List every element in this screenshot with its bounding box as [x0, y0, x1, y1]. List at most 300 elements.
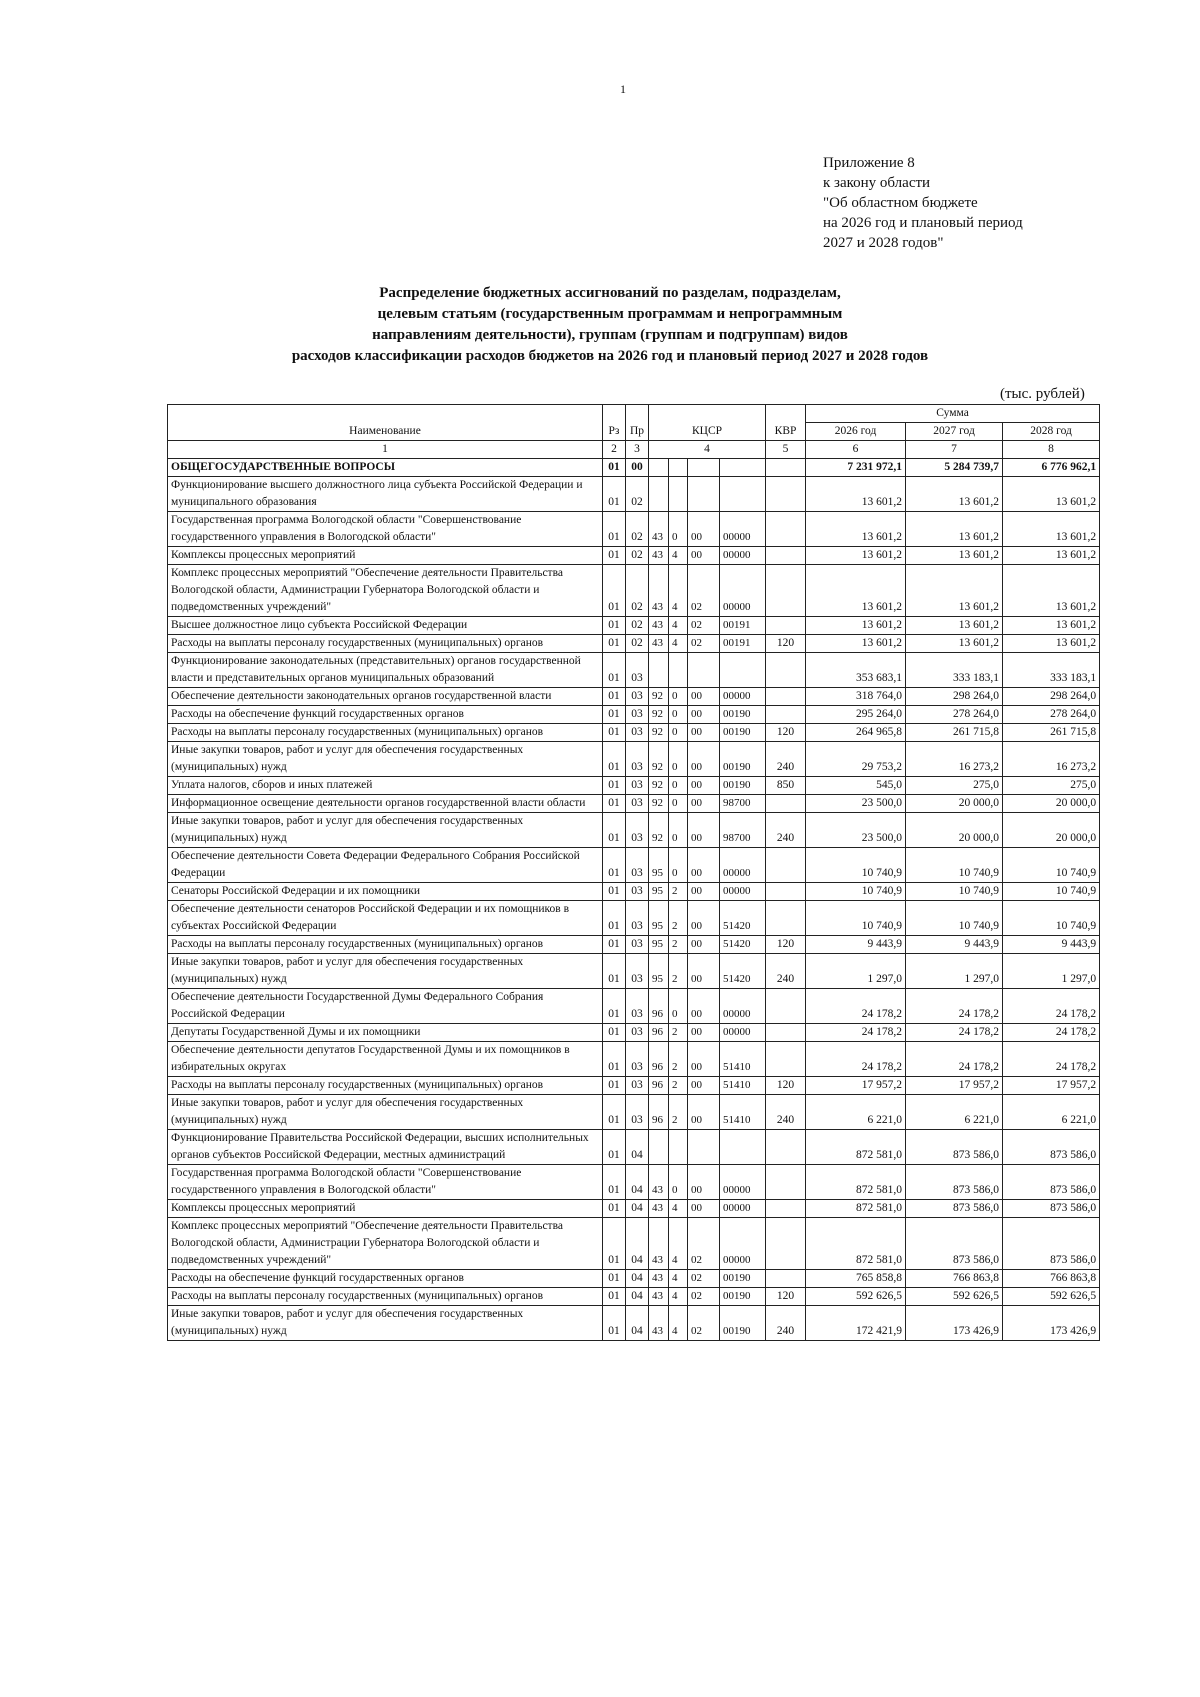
cell-sum-2026: 545,0 — [806, 777, 906, 795]
cell-kcsr-program — [649, 1130, 669, 1165]
table-row — [168, 617, 1100, 635]
cell-kvr: 240 — [766, 813, 806, 848]
header-pr: Пр — [626, 405, 649, 441]
cell-kcsr-subprogram: 02 — [688, 617, 720, 635]
cell-sum-2027: 20 000,0 — [906, 795, 1003, 813]
column-numbers-row — [168, 441, 1100, 459]
cell-kcsr-subprogram: 00 — [688, 688, 720, 706]
cell-sum-2028: 261 715,8 — [1003, 724, 1100, 742]
appendix-line: Приложение 8 — [823, 155, 915, 171]
cell-kcsr-type: 0 — [669, 742, 688, 777]
cell-kcsr-type: 2 — [669, 954, 688, 989]
cell-kcsr-subprogram: 00 — [688, 1024, 720, 1042]
cell-sum-2028: 13 601,2 — [1003, 565, 1100, 617]
cell-name: Сенаторы Российской Федерации и их помощники — [168, 883, 603, 901]
cell-kvr — [766, 547, 806, 565]
header-2028: 2028 год — [1003, 423, 1100, 441]
cell-rz: 01 — [603, 1306, 626, 1341]
cell-kcsr-type: 4 — [669, 635, 688, 653]
cell-kcsr-direction: 00000 — [720, 512, 766, 547]
column-number: 5 — [766, 441, 806, 459]
cell-name: Обеспечение деятельности сенаторов Российской Федерации и их помощников в субъектах Российской Федерации — [168, 901, 603, 936]
cell-kcsr-subprogram: 00 — [688, 724, 720, 742]
appendix-block — [823, 153, 1023, 253]
cell-sum-2028: 20 000,0 — [1003, 795, 1100, 813]
cell-pr: 02 — [626, 565, 649, 617]
cell-sum-2028: 13 601,2 — [1003, 617, 1100, 635]
cell-sum-2027: 333 183,1 — [906, 653, 1003, 688]
cell-sum-2028: 16 273,2 — [1003, 742, 1100, 777]
cell-kcsr-type — [669, 459, 688, 477]
cell-name: Функционирование Правительства Российской Федерации, высших исполнительных органов субъектов Российской Федерации, местных администраций — [168, 1130, 603, 1165]
cell-kcsr-program: 96 — [649, 1042, 669, 1077]
cell-pr: 02 — [626, 547, 649, 565]
cell-sum-2026: 872 581,0 — [806, 1130, 906, 1165]
cell-kcsr-subprogram — [688, 653, 720, 688]
header-kcsr: КЦСР — [649, 405, 766, 441]
title-line: Распределение бюджетных ассигнований по разделам, подразделам, — [379, 285, 841, 301]
appendix-line: на 2026 год и плановый период — [823, 215, 1023, 231]
cell-kvr — [766, 565, 806, 617]
cell-name: Депутаты Государственной Думы и их помощники — [168, 1024, 603, 1042]
cell-kvr — [766, 1200, 806, 1218]
cell-rz: 01 — [603, 1077, 626, 1095]
cell-sum-2028: 13 601,2 — [1003, 547, 1100, 565]
cell-sum-2028: 1 297,0 — [1003, 954, 1100, 989]
cell-pr: 03 — [626, 706, 649, 724]
cell-sum-2028: 873 586,0 — [1003, 1200, 1100, 1218]
cell-kcsr-program: 43 — [649, 1270, 669, 1288]
cell-kcsr-program: 95 — [649, 954, 669, 989]
cell-kcsr-direction — [720, 477, 766, 512]
cell-kcsr-subprogram: 02 — [688, 565, 720, 617]
cell-kcsr-direction: 51410 — [720, 1042, 766, 1077]
cell-name: Функционирование высшего должностного лица субъекта Российской Федерации и муниципального образования — [168, 477, 603, 512]
table-row — [168, 512, 1100, 547]
units-label: (тыс. рублей) — [1000, 386, 1085, 402]
table-row — [168, 1130, 1100, 1165]
cell-kcsr-program: 43 — [649, 1165, 669, 1200]
column-number: 1 — [168, 441, 603, 459]
column-number: 3 — [626, 441, 649, 459]
cell-sum-2027: 13 601,2 — [906, 512, 1003, 547]
cell-kcsr-program: 43 — [649, 512, 669, 547]
cell-name: Высшее должностное лицо субъекта Российской Федерации — [168, 617, 603, 635]
cell-kcsr-subprogram: 00 — [688, 777, 720, 795]
budget-table — [167, 404, 1100, 1341]
cell-kvr — [766, 989, 806, 1024]
cell-kcsr-type — [669, 1130, 688, 1165]
cell-name: Уплата налогов, сборов и иных платежей — [168, 777, 603, 795]
cell-kcsr-program: 92 — [649, 777, 669, 795]
table-row — [168, 1095, 1100, 1130]
cell-kvr: 120 — [766, 635, 806, 653]
cell-kcsr-program: 92 — [649, 795, 669, 813]
cell-rz: 01 — [603, 1024, 626, 1042]
cell-sum-2028: 9 443,9 — [1003, 936, 1100, 954]
title-line: расходов классификации расходов бюджетов на 2026 год и плановый период 2027 и 2028 годов — [291, 348, 929, 364]
cell-pr: 03 — [626, 1077, 649, 1095]
cell-sum-2026: 318 764,0 — [806, 688, 906, 706]
cell-kcsr-subprogram: 00 — [688, 547, 720, 565]
cell-kcsr-subprogram: 00 — [688, 901, 720, 936]
cell-sum-2027: 1 297,0 — [906, 954, 1003, 989]
cell-kcsr-type: 2 — [669, 936, 688, 954]
column-number: 4 — [649, 441, 766, 459]
cell-kcsr-direction: 00000 — [720, 989, 766, 1024]
cell-sum-2028: 873 586,0 — [1003, 1218, 1100, 1270]
cell-kcsr-subprogram: 02 — [688, 1218, 720, 1270]
cell-kcsr-program: 43 — [649, 617, 669, 635]
cell-sum-2027: 13 601,2 — [906, 565, 1003, 617]
cell-kcsr-type: 2 — [669, 883, 688, 901]
cell-pr: 03 — [626, 954, 649, 989]
column-number: 7 — [906, 441, 1003, 459]
table-row — [168, 1042, 1100, 1077]
cell-rz: 01 — [603, 565, 626, 617]
cell-sum-2027: 873 586,0 — [906, 1218, 1003, 1270]
cell-name: Иные закупки товаров, работ и услуг для обеспечения государственных (муниципальных) нужд — [168, 954, 603, 989]
cell-kcsr-type: 4 — [669, 1200, 688, 1218]
cell-kcsr-type: 0 — [669, 512, 688, 547]
cell-sum-2027: 873 586,0 — [906, 1200, 1003, 1218]
cell-pr: 04 — [626, 1200, 649, 1218]
cell-kcsr-program — [649, 459, 669, 477]
cell-kcsr-program — [649, 653, 669, 688]
cell-sum-2026: 10 740,9 — [806, 848, 906, 883]
cell-sum-2027: 24 178,2 — [906, 989, 1003, 1024]
cell-kcsr-direction: 00191 — [720, 617, 766, 635]
page-number: 1 — [620, 82, 626, 96]
cell-kcsr-type: 0 — [669, 813, 688, 848]
cell-kcsr-direction: 98700 — [720, 795, 766, 813]
cell-sum-2028: 275,0 — [1003, 777, 1100, 795]
header-2027: 2027 год — [906, 423, 1003, 441]
cell-sum-2028: 24 178,2 — [1003, 1024, 1100, 1042]
header-sum: Сумма — [806, 405, 1100, 423]
cell-kcsr-program: 92 — [649, 742, 669, 777]
cell-name: Иные закупки товаров, работ и услуг для обеспечения государственных (муниципальных) нужд — [168, 813, 603, 848]
table-row — [168, 1024, 1100, 1042]
cell-pr: 04 — [626, 1288, 649, 1306]
header-rz: Рз — [603, 405, 626, 441]
cell-pr: 03 — [626, 1024, 649, 1042]
cell-sum-2026: 13 601,2 — [806, 477, 906, 512]
cell-rz: 01 — [603, 653, 626, 688]
cell-kcsr-subprogram: 02 — [688, 1288, 720, 1306]
cell-sum-2028: 13 601,2 — [1003, 512, 1100, 547]
cell-kcsr-direction: 51420 — [720, 954, 766, 989]
table-row — [168, 795, 1100, 813]
cell-rz: 01 — [603, 795, 626, 813]
cell-rz: 01 — [603, 1200, 626, 1218]
cell-name: Функционирование законодательных (представительных) органов государственной власти и представительных органов муниципальных образований — [168, 653, 603, 688]
cell-sum-2028: 278 264,0 — [1003, 706, 1100, 724]
cell-kcsr-type: 0 — [669, 848, 688, 883]
cell-pr: 03 — [626, 777, 649, 795]
cell-pr: 03 — [626, 688, 649, 706]
cell-pr: 02 — [626, 477, 649, 512]
cell-kcsr-direction: 00000 — [720, 565, 766, 617]
cell-name: Расходы на выплаты персоналу государственных (муниципальных) органов — [168, 1288, 603, 1306]
cell-kvr — [766, 1042, 806, 1077]
cell-rz: 01 — [603, 742, 626, 777]
cell-sum-2026: 13 601,2 — [806, 547, 906, 565]
table-row — [168, 1270, 1100, 1288]
cell-kcsr-type: 4 — [669, 1306, 688, 1341]
cell-kvr — [766, 1165, 806, 1200]
cell-rz: 01 — [603, 1288, 626, 1306]
table-row — [168, 883, 1100, 901]
cell-kvr: 120 — [766, 724, 806, 742]
cell-kcsr-program: 43 — [649, 1288, 669, 1306]
cell-kcsr-direction: 51410 — [720, 1095, 766, 1130]
cell-kcsr-type: 0 — [669, 989, 688, 1024]
document-title — [180, 283, 1040, 367]
cell-sum-2028: 10 740,9 — [1003, 883, 1100, 901]
cell-pr: 04 — [626, 1270, 649, 1288]
cell-sum-2028: 20 000,0 — [1003, 813, 1100, 848]
cell-sum-2027: 873 586,0 — [906, 1165, 1003, 1200]
cell-kvr — [766, 883, 806, 901]
cell-kvr — [766, 706, 806, 724]
cell-kvr: 240 — [766, 954, 806, 989]
header-name: Наименование — [168, 405, 603, 441]
cell-kcsr-subprogram: 00 — [688, 1095, 720, 1130]
header-row — [168, 405, 1100, 423]
cell-sum-2026: 765 858,8 — [806, 1270, 906, 1288]
cell-kcsr-direction: 00191 — [720, 635, 766, 653]
cell-sum-2026: 6 221,0 — [806, 1095, 906, 1130]
cell-kcsr-subprogram: 00 — [688, 1200, 720, 1218]
table-row — [168, 724, 1100, 742]
cell-sum-2026: 24 178,2 — [806, 1042, 906, 1077]
cell-sum-2027: 13 601,2 — [906, 547, 1003, 565]
cell-kcsr-direction: 00190 — [720, 1270, 766, 1288]
appendix-line: 2027 и 2028 годов" — [823, 235, 944, 251]
cell-sum-2027: 592 626,5 — [906, 1288, 1003, 1306]
cell-kcsr-direction: 51420 — [720, 901, 766, 936]
cell-sum-2026: 7 231 972,1 — [806, 459, 906, 477]
table-row — [168, 848, 1100, 883]
cell-kcsr-direction: 00190 — [720, 777, 766, 795]
cell-kcsr-type — [669, 477, 688, 512]
cell-kcsr-subprogram: 00 — [688, 1077, 720, 1095]
appendix-line: к закону области — [823, 175, 931, 191]
cell-sum-2026: 172 421,9 — [806, 1306, 906, 1341]
cell-rz: 01 — [603, 688, 626, 706]
cell-rz: 01 — [603, 936, 626, 954]
cell-kcsr-direction: 00190 — [720, 1306, 766, 1341]
table-row — [168, 565, 1100, 617]
cell-kvr — [766, 512, 806, 547]
cell-sum-2027: 20 000,0 — [906, 813, 1003, 848]
cell-kvr — [766, 901, 806, 936]
cell-kvr — [766, 848, 806, 883]
cell-sum-2027: 9 443,9 — [906, 936, 1003, 954]
cell-kcsr-program: 96 — [649, 1024, 669, 1042]
cell-sum-2028: 17 957,2 — [1003, 1077, 1100, 1095]
cell-kcsr-type: 0 — [669, 688, 688, 706]
cell-kcsr-program — [649, 477, 669, 512]
cell-pr: 03 — [626, 1042, 649, 1077]
header-2026: 2026 год — [806, 423, 906, 441]
cell-sum-2027: 24 178,2 — [906, 1024, 1003, 1042]
cell-sum-2027: 13 601,2 — [906, 617, 1003, 635]
cell-kvr — [766, 459, 806, 477]
cell-kcsr-program: 96 — [649, 1095, 669, 1130]
cell-name: Иные закупки товаров, работ и услуг для обеспечения государственных (муниципальных) нужд — [168, 1306, 603, 1341]
cell-sum-2028: 6 221,0 — [1003, 1095, 1100, 1130]
cell-kcsr-subprogram: 02 — [688, 1270, 720, 1288]
cell-name: Государственная программа Вологодской области "Совершенствование государственного управления в Вологодской области" — [168, 1165, 603, 1200]
cell-rz: 01 — [603, 1218, 626, 1270]
cell-kcsr-type: 4 — [669, 547, 688, 565]
cell-kcsr-program: 43 — [649, 547, 669, 565]
table-row — [168, 901, 1100, 936]
cell-pr: 03 — [626, 989, 649, 1024]
table-row — [168, 1218, 1100, 1270]
cell-sum-2026: 592 626,5 — [806, 1288, 906, 1306]
cell-kcsr-subprogram: 00 — [688, 742, 720, 777]
cell-sum-2028: 10 740,9 — [1003, 848, 1100, 883]
cell-kcsr-type: 4 — [669, 617, 688, 635]
cell-kvr — [766, 477, 806, 512]
cell-kcsr-direction: 00000 — [720, 1165, 766, 1200]
cell-kcsr-type: 0 — [669, 795, 688, 813]
table-row — [168, 1165, 1100, 1200]
cell-kcsr-type — [669, 653, 688, 688]
cell-sum-2026: 872 581,0 — [806, 1200, 906, 1218]
cell-kvr — [766, 1024, 806, 1042]
cell-rz: 01 — [603, 547, 626, 565]
cell-name: Обеспечение деятельности законодательных органов государственной власти — [168, 688, 603, 706]
table-row — [168, 989, 1100, 1024]
cell-sum-2027: 298 264,0 — [906, 688, 1003, 706]
cell-kcsr-program: 95 — [649, 883, 669, 901]
cell-kcsr-program: 95 — [649, 936, 669, 954]
cell-kcsr-type: 2 — [669, 901, 688, 936]
cell-kcsr-direction: 00000 — [720, 1200, 766, 1218]
table-row — [168, 1306, 1100, 1341]
cell-sum-2028: 13 601,2 — [1003, 635, 1100, 653]
cell-rz: 01 — [603, 1130, 626, 1165]
cell-kcsr-type: 4 — [669, 1288, 688, 1306]
cell-kcsr-direction: 00190 — [720, 742, 766, 777]
cell-sum-2028: 766 863,8 — [1003, 1270, 1100, 1288]
cell-rz: 01 — [603, 724, 626, 742]
cell-kcsr-subprogram: 02 — [688, 635, 720, 653]
table-row — [168, 706, 1100, 724]
cell-kvr — [766, 1218, 806, 1270]
cell-kcsr-subprogram: 00 — [688, 883, 720, 901]
cell-sum-2027: 10 740,9 — [906, 901, 1003, 936]
cell-name: Информационное освещение деятельности органов государственной власти области — [168, 795, 603, 813]
cell-pr: 03 — [626, 813, 649, 848]
cell-kvr: 240 — [766, 1095, 806, 1130]
cell-sum-2028: 24 178,2 — [1003, 989, 1100, 1024]
cell-pr: 03 — [626, 883, 649, 901]
cell-sum-2026: 872 581,0 — [806, 1218, 906, 1270]
table-row — [168, 635, 1100, 653]
cell-sum-2027: 13 601,2 — [906, 477, 1003, 512]
cell-kcsr-direction: 00000 — [720, 547, 766, 565]
cell-kcsr-subprogram: 00 — [688, 954, 720, 989]
cell-pr: 02 — [626, 635, 649, 653]
cell-kcsr-subprogram: 00 — [688, 813, 720, 848]
cell-kcsr-type: 0 — [669, 724, 688, 742]
cell-pr: 02 — [626, 512, 649, 547]
cell-sum-2028: 873 586,0 — [1003, 1130, 1100, 1165]
cell-sum-2026: 9 443,9 — [806, 936, 906, 954]
cell-sum-2026: 10 740,9 — [806, 883, 906, 901]
cell-kcsr-program: 95 — [649, 901, 669, 936]
table-row — [168, 477, 1100, 512]
cell-sum-2027: 13 601,2 — [906, 635, 1003, 653]
cell-name: Государственная программа Вологодской области "Совершенствование государственного управления в Вологодской области" — [168, 512, 603, 547]
cell-sum-2026: 13 601,2 — [806, 512, 906, 547]
cell-rz: 01 — [603, 1165, 626, 1200]
cell-kvr: 120 — [766, 1288, 806, 1306]
cell-sum-2027: 278 264,0 — [906, 706, 1003, 724]
cell-kvr — [766, 688, 806, 706]
cell-name: Обеспечение деятельности Совета Федерации Федерального Собрания Российской Федерации — [168, 848, 603, 883]
cell-kcsr-direction: 00190 — [720, 706, 766, 724]
cell-kcsr-program: 43 — [649, 635, 669, 653]
cell-kvr: 240 — [766, 742, 806, 777]
cell-kcsr-direction: 51420 — [720, 936, 766, 954]
cell-sum-2026: 23 500,0 — [806, 795, 906, 813]
cell-name: Комплекс процессных мероприятий "Обеспечение деятельности Правительства Вологодской области, Администрации Губернатора Вологодской области и подведомственных учреждений" — [168, 565, 603, 617]
cell-sum-2026: 1 297,0 — [806, 954, 906, 989]
cell-sum-2027: 24 178,2 — [906, 1042, 1003, 1077]
cell-rz: 01 — [603, 617, 626, 635]
table-row — [168, 813, 1100, 848]
cell-kvr: 120 — [766, 936, 806, 954]
cell-sum-2027: 275,0 — [906, 777, 1003, 795]
cell-rz: 01 — [603, 706, 626, 724]
cell-pr: 03 — [626, 936, 649, 954]
cell-name: Комплексы процессных мероприятий — [168, 547, 603, 565]
cell-name: Расходы на выплаты персоналу государственных (муниципальных) органов — [168, 635, 603, 653]
cell-kcsr-subprogram: 00 — [688, 1042, 720, 1077]
cell-kcsr-subprogram: 00 — [688, 848, 720, 883]
cell-kcsr-type: 2 — [669, 1024, 688, 1042]
cell-kcsr-program: 43 — [649, 1200, 669, 1218]
cell-rz: 01 — [603, 901, 626, 936]
cell-kcsr-program: 43 — [649, 565, 669, 617]
cell-sum-2028: 10 740,9 — [1003, 901, 1100, 936]
cell-name: ОБЩЕГОСУДАРСТВЕННЫЕ ВОПРОСЫ — [168, 459, 603, 477]
table-body — [168, 405, 1100, 1341]
cell-kvr — [766, 653, 806, 688]
cell-rz: 01 — [603, 512, 626, 547]
cell-rz: 01 — [603, 1095, 626, 1130]
column-number: 6 — [806, 441, 906, 459]
cell-kvr — [766, 617, 806, 635]
cell-rz: 01 — [603, 989, 626, 1024]
cell-kcsr-direction: 00190 — [720, 724, 766, 742]
cell-kcsr-type: 0 — [669, 706, 688, 724]
cell-rz: 01 — [603, 635, 626, 653]
cell-sum-2026: 24 178,2 — [806, 989, 906, 1024]
appendix-line: "Об областном бюджете — [823, 195, 978, 211]
cell-sum-2026: 13 601,2 — [806, 635, 906, 653]
cell-name: Комплекс процессных мероприятий "Обеспечение деятельности Правительства Вологодской области, Администрации Губернатора Вологодской области и подведомственных учреждений" — [168, 1218, 603, 1270]
table-row — [168, 1077, 1100, 1095]
cell-pr: 03 — [626, 1095, 649, 1130]
cell-rz: 01 — [603, 477, 626, 512]
